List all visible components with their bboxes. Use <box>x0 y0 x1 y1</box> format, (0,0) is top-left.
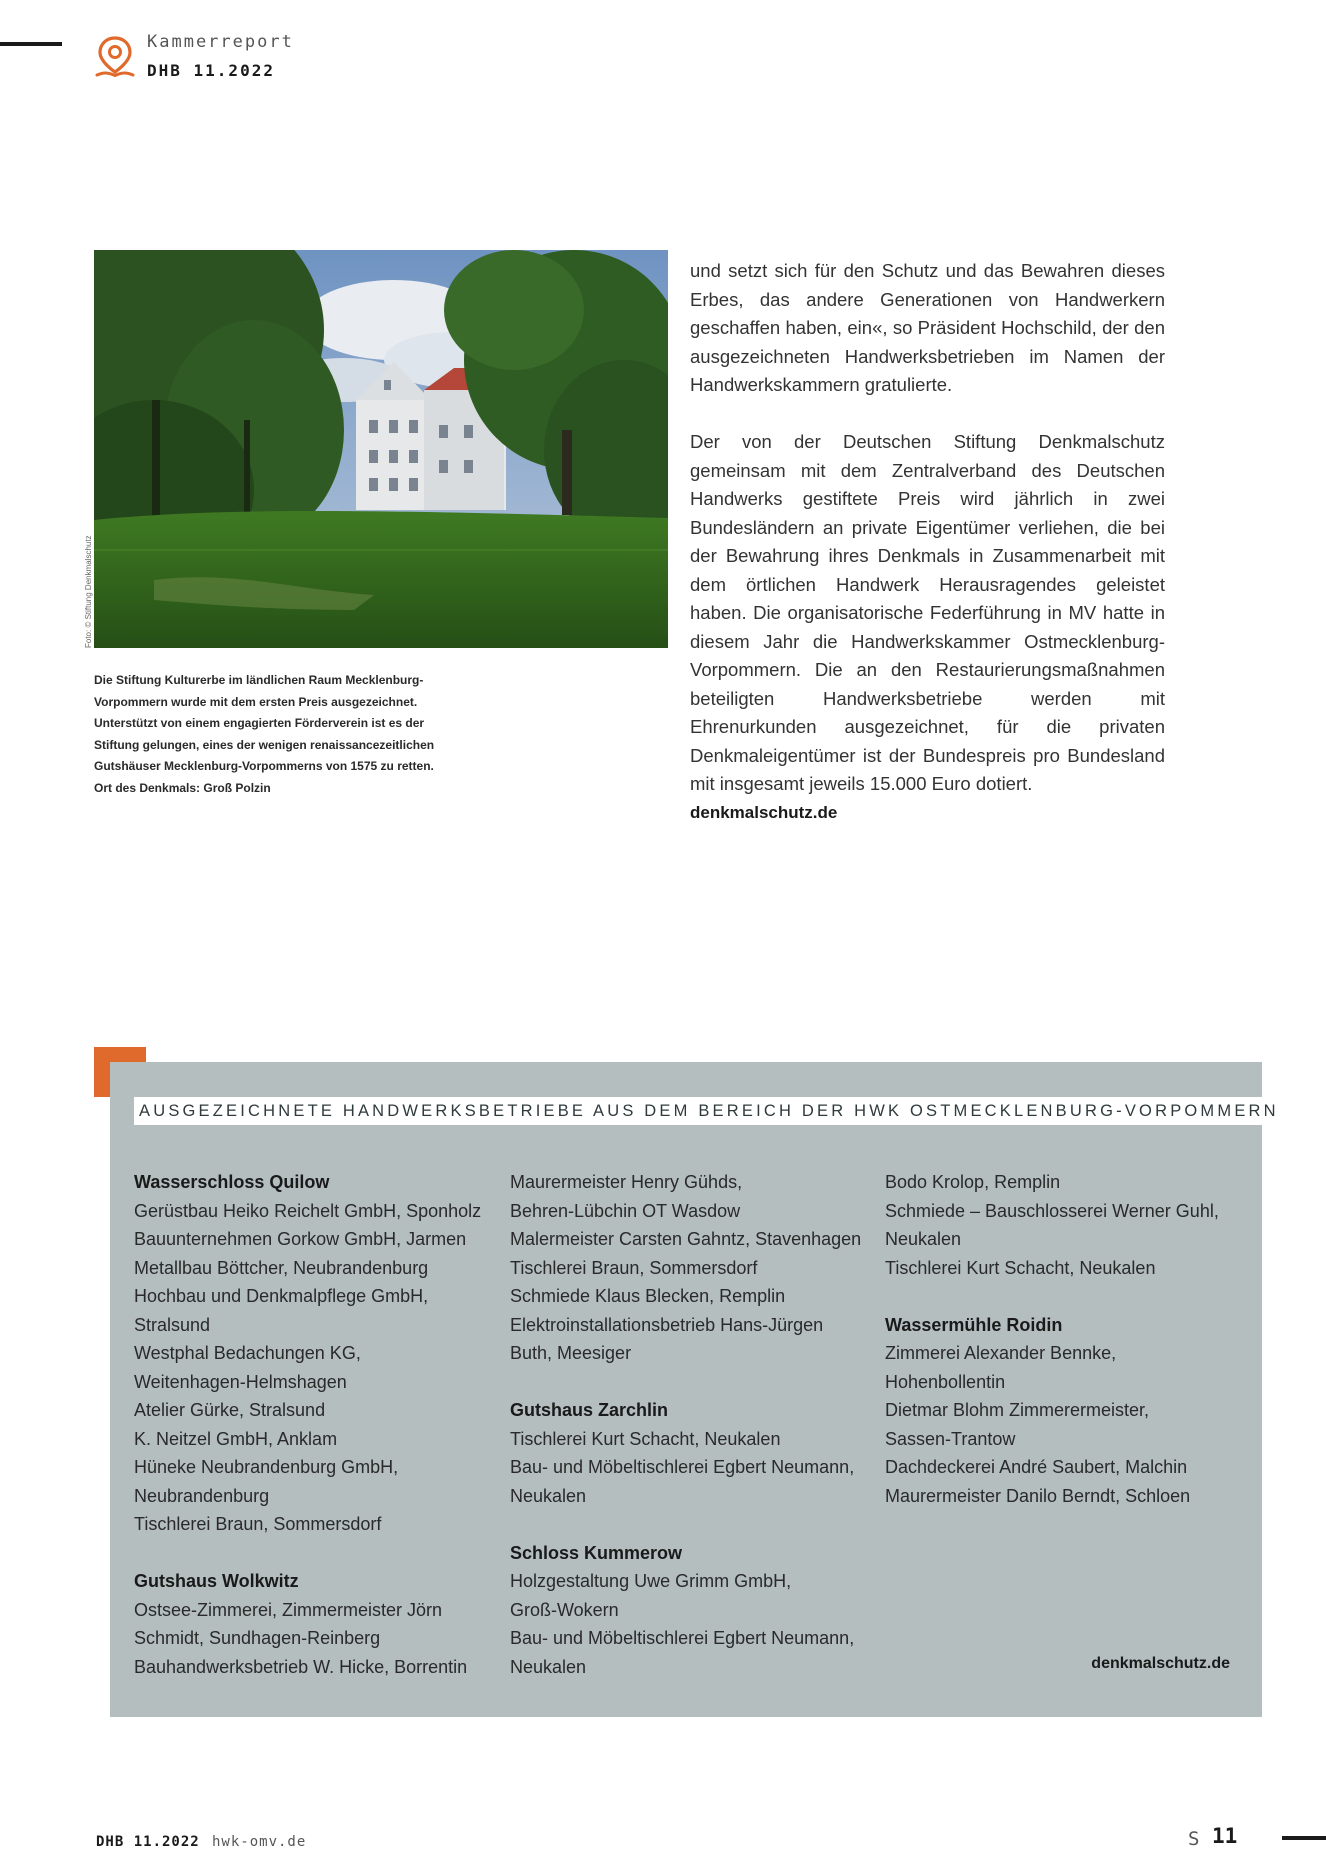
company-line: Malermeister Carsten Gahntz, Stavenhagen <box>510 1229 862 1249</box>
company-line: Maurermeister Danilo Berndt, Schloen <box>885 1485 1191 1506</box>
company-line: Bauhandwerksbetrieb W. Hicke, Borrentin <box>134 1656 468 1677</box>
company-line: Schmiede – Bauschlosserei Werner Guhl, <box>885 1200 1219 1221</box>
company-line: Neukalen <box>510 1656 587 1677</box>
company-line: Schmidt, Sundhagen-Reinberg <box>134 1628 381 1648</box>
caption-line: Die Stiftung Kulturerbe im ländlichen Raum Mecklenburg- <box>94 673 424 687</box>
company-line: Zimmerei Alexander Bennke, <box>885 1343 1117 1363</box>
company-line: Weitenhagen-Helmshagen <box>134 1371 347 1392</box>
caption-line: Unterstützt von einem engagierten Förderverein ist es der <box>94 716 425 730</box>
company-line: K. Neitzel GmbH, Anklam <box>134 1428 338 1449</box>
monument-heading: Gutshaus Zarchlin <box>510 1400 669 1420</box>
company-line: Neukalen <box>510 1485 587 1506</box>
company-line: Neukalen <box>885 1229 962 1249</box>
awards-column-2 <box>510 1168 880 1710</box>
footer-site-link[interactable]: hwk-omv.de <box>212 1834 307 1850</box>
company-line: Hüneke Neubrandenburg GmbH, <box>134 1457 399 1477</box>
company-line: Behren-Lübchin OT Wasdow <box>510 1200 741 1221</box>
company-line: Groß-Wokern <box>510 1599 619 1620</box>
company-line: Tischlerei Kurt Schacht, Neukalen <box>885 1257 1156 1278</box>
issue-label: DHB 11.2022 <box>147 61 275 80</box>
company-line: Tischlerei Kurt Schacht, Neukalen <box>510 1428 781 1449</box>
article-paragraph: und setzt sich für den Schutz und das Bewahren dieses Erbes, das andere Generationen von Handwerkern geschaffen haben, ein«, so Präsident Hochschild, der den ausgezeichneten Handwerksbetrieben im Namen der Handwerkskammern gratulierte. <box>690 260 1165 395</box>
company-line: Metallbau Böttcher, Neubrandenburg <box>134 1257 429 1278</box>
company-line: Westphal Bedachungen KG, <box>134 1343 361 1363</box>
company-line: Bodo Krolop, Remplin <box>885 1172 1061 1192</box>
company-line: Bau- und Möbeltischlerei Egbert Neumann, <box>510 1457 855 1477</box>
awards-box-title: AUSGEZEICHNETE HANDWERKSBETRIEBE AUS DEM BEREICH DER HWK OSTMECKLENBURG-VORPOMMERN <box>134 1097 1284 1125</box>
article-column <box>690 257 1165 827</box>
manor-house-photo <box>94 250 668 648</box>
company-line: Tischlerei Braun, Sommersdorf <box>510 1257 758 1278</box>
photo-credit: Foto: © Stiftung Denkmalschutz <box>84 535 93 648</box>
company-line: Hohenbollentin <box>885 1371 1006 1392</box>
footer-issue: DHB 11.2022 <box>96 1834 200 1850</box>
photo-caption <box>94 670 444 799</box>
awards-column-1 <box>134 1168 504 1710</box>
company-line: Schmiede Klaus Blecken, Remplin <box>510 1286 786 1306</box>
caption-line: Vorpommern wurde mit dem ersten Preis ausgezeichnet. <box>94 694 418 709</box>
box-link[interactable]: denkmalschutz.de <box>1091 1655 1230 1672</box>
company-line: Stralsund <box>134 1314 211 1335</box>
monument-heading: Schloss Kummerow <box>510 1542 683 1563</box>
page-number: 11 <box>1212 1824 1238 1848</box>
company-line: Holzgestaltung Uwe Grimm GmbH, <box>510 1571 792 1591</box>
article-link[interactable]: denkmalschutz.de <box>690 802 838 822</box>
header-rule <box>0 42 62 46</box>
monument-heading: Wassermühle Roidin <box>885 1314 1063 1335</box>
caption-line: Stiftung gelungen, eines der wenigen renaissancezeitlichen <box>94 737 435 752</box>
company-line: Tischlerei Braun, Sommersdorf <box>134 1514 382 1534</box>
company-line: Gerüstbau Heiko Reichelt GmbH, Sponholz <box>134 1200 482 1221</box>
location-pin-icon <box>94 34 136 80</box>
company-line: Maurermeister Henry Gühds, <box>510 1172 743 1192</box>
company-line: Neubrandenburg <box>134 1485 270 1506</box>
awards-column-3 <box>885 1168 1255 1539</box>
company-line: Dachdeckerei André Saubert, Malchin <box>885 1457 1188 1477</box>
caption-line: Ort des Denkmals: Groß Polzin <box>94 780 271 795</box>
company-line: Atelier Gürke, Stralsund <box>134 1400 326 1420</box>
article-paragraph: Der von der Deutschen Stiftung Denkmalschutz gemeinsam mit dem Zentralverband des Deutschen Handwerks gestiftete Preis wird jährlich in zwei Bundesländern an private Eigentümer verliehen, die bei der Bewahrung ihres Denkmals in Zusammenarbeit mit dem örtlichen Handwerk Herausragendes geleistet haben. Die organisatorische Federführung in MV hatte in diesem Jahr die Handwerkskammer Ostmecklenburg-Vorpommern. Die an den Restaurierungsmaßnahmen beteiligten Handwerksbetriebe werden mit Ehrenurkunden ausgezeichnet, für die privaten Denkmaleigentümer ist der Bundespreis pro Bundesland mit insgesamt jeweils 15.000 Euro dotiert. <box>690 431 1165 794</box>
company-line: Hochbau und Denkmalpflege GmbH, <box>134 1286 429 1306</box>
company-line: Buth, Meesiger <box>510 1343 632 1363</box>
company-line: Dietmar Blohm Zimmerermeister, <box>885 1400 1150 1420</box>
monument-heading: Gutshaus Wolkwitz <box>134 1571 299 1591</box>
monument-heading: Wasserschloss Quilow <box>134 1172 330 1192</box>
company-line: Ostsee-Zimmerei, Zimmermeister Jörn <box>134 1599 443 1620</box>
caption-line: Gutshäuser Mecklenburg-Vorpommerns von 1575 zu retten. <box>94 759 434 773</box>
company-line: Sassen-Trantow <box>885 1428 1016 1449</box>
company-line: Bau- und Möbeltischlerei Egbert Neumann, <box>510 1628 855 1648</box>
section-label: Kammerreport <box>147 32 294 52</box>
company-line: Elektroinstallationsbetrieb Hans-Jürgen <box>510 1314 824 1335</box>
footer-rule <box>1282 1836 1326 1840</box>
page-prefix: S <box>1188 1828 1200 1850</box>
company-line: Bauunternehmen Gorkow GmbH, Jarmen <box>134 1229 467 1249</box>
